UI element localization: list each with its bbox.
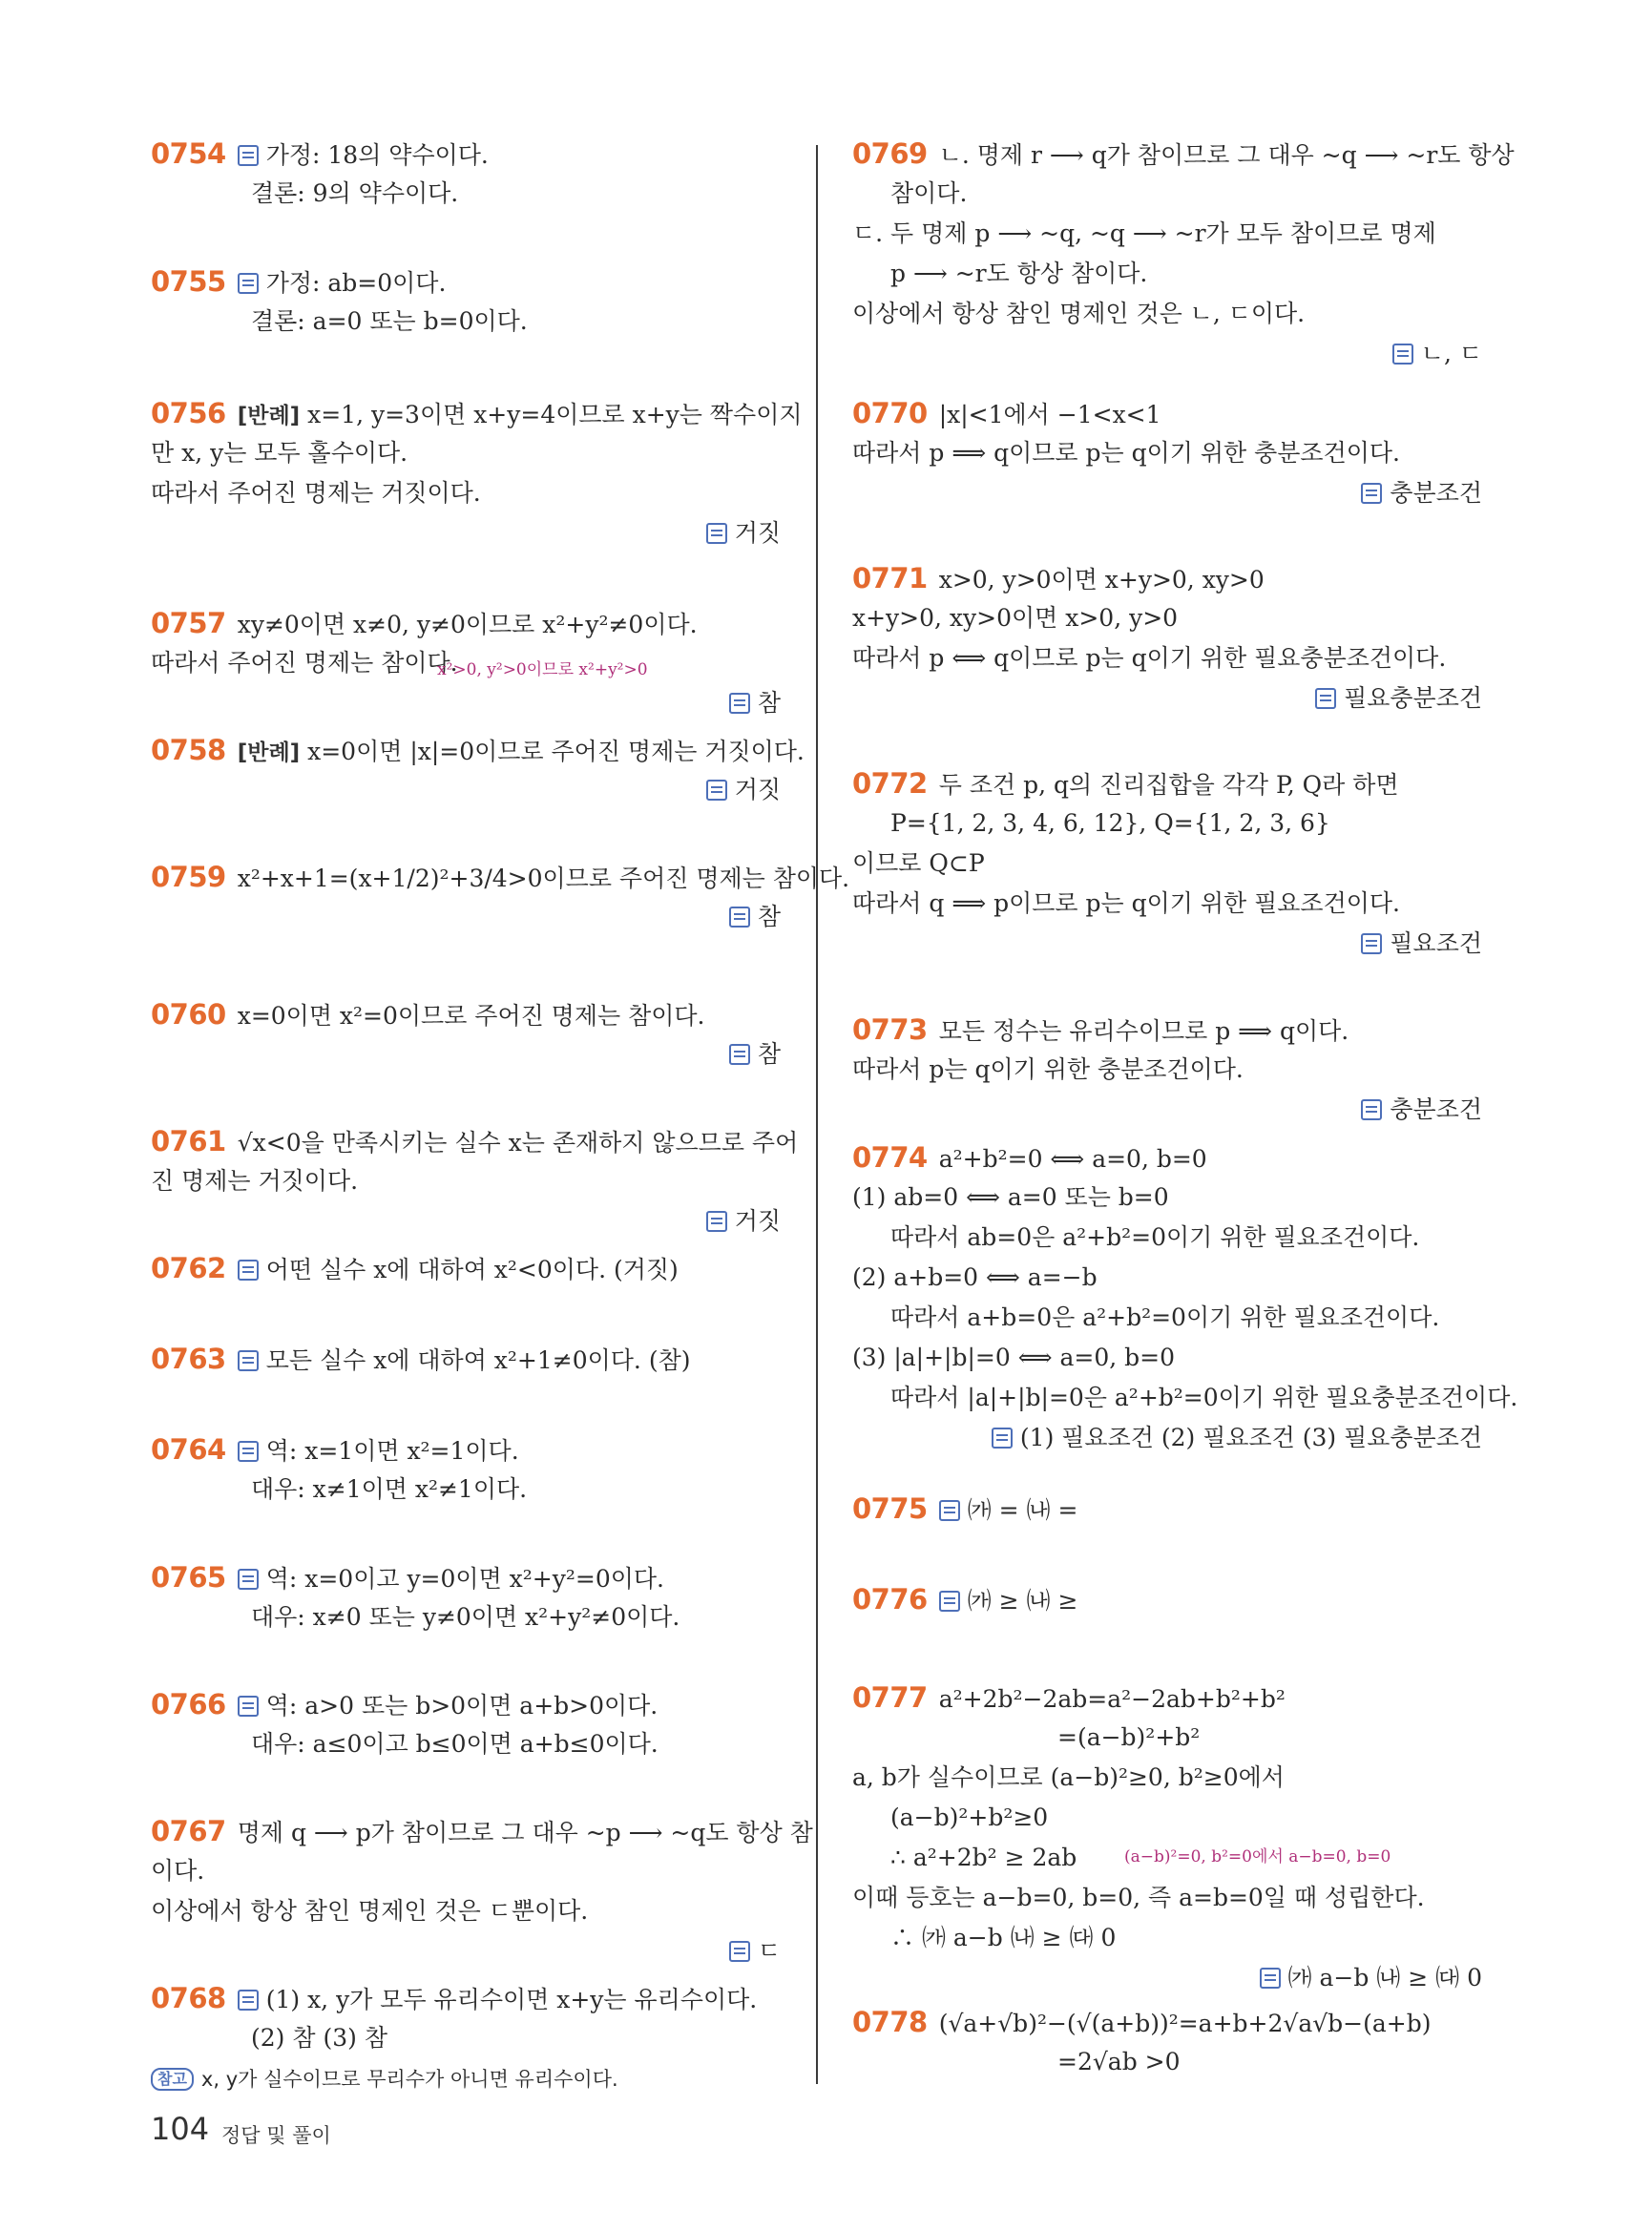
problem-number: 0762: [151, 1252, 226, 1284]
problem-number: 0768: [151, 1982, 226, 2014]
line-text: 만 x, y는 모두 홀수이다.: [151, 439, 408, 467]
problem-0763: [151, 1339, 781, 1379]
final-answer: [852, 924, 1482, 964]
line-text: 어떤 실수 x에 대하여 x²<0이다. (거짓): [265, 1256, 679, 1283]
solution-line: [151, 393, 803, 433]
line-text: 명제 q ⟶ p가 참이므로 그 대우 ~p ⟶ ~q도 항상 참: [237, 1819, 813, 1846]
line-text: 역: a>0 또는 b>0이면 a+b>0이다.: [265, 1692, 659, 1720]
answer-icon: [238, 273, 259, 294]
line-text: 따라서 p는 q이기 위한 충분조건이다.: [852, 1055, 1244, 1083]
solution-line: [852, 1489, 1482, 1529]
problem-number: 0777: [852, 1681, 928, 1714]
problem-number: 0776: [852, 1583, 928, 1616]
line-text: 이상에서 항상 참인 명제인 것은 ㄷ뿐이다.: [151, 1897, 589, 1925]
line-text: x²+x+1=(x+1/2)²+3/4>0이므로 주어진 명제는 참이다.: [237, 865, 850, 892]
solution-line: [852, 638, 1482, 678]
problem-0775: [852, 1489, 1482, 1529]
problem-number: 0772: [852, 767, 928, 800]
final-answer: [151, 897, 781, 937]
solution-line: [852, 1010, 1482, 1050]
line-text: a, b가 실수이므로 (a−b)²≥0, b²≥0에서: [852, 1763, 1285, 1791]
line-text: =2√ab >0: [1057, 2048, 1181, 2075]
answer-text: 거짓: [734, 776, 781, 803]
line-text: =(a−b)²+b²: [1057, 1723, 1201, 1751]
final-answer: [151, 1931, 781, 1971]
answer-icon: [238, 145, 259, 166]
problem-number: 0778: [852, 2006, 928, 2038]
problem-number: 0770: [852, 397, 928, 429]
solution-line: [852, 1579, 1482, 1619]
line-text: 따라서 ab=0은 a²+b²=0이기 위한 필요조건이다.: [890, 1223, 1420, 1251]
answer-icon: [1315, 688, 1336, 709]
solution-line: [151, 1161, 781, 1201]
problem-number: 0767: [151, 1815, 226, 1847]
line-text: 대우: x≠0 또는 y≠0이면 x²+y²≠0이다.: [251, 1603, 680, 1631]
answer-icon: [1361, 1099, 1382, 1120]
problem-0755: [151, 261, 781, 342]
solution-line: [151, 1978, 781, 2018]
line-text: 결론: 9의 약수이다.: [251, 179, 459, 207]
problem-number: 0755: [151, 265, 226, 298]
answer-text: 충분조건: [1390, 1095, 1482, 1123]
solution-line: [852, 1798, 1482, 1838]
answer-icon: [238, 1569, 259, 1590]
problem-0771: [852, 558, 1482, 719]
line-text: P={1, 2, 3, 4, 6, 12}, Q={1, 2, 3, 6}: [890, 809, 1330, 837]
final-answer: [151, 513, 781, 553]
solution-line: [852, 1718, 1482, 1758]
reference-text: x, y가 실수이므로 무리수가 아니면 유리수이다.: [200, 2068, 618, 2091]
answer-text: 참: [757, 903, 781, 930]
annotation: (a−b)²=0, b²=0에서 a−b=0, b=0: [1124, 1847, 1391, 1866]
problem-0757: [151, 603, 781, 723]
answer-icon: [238, 1990, 259, 2011]
solution-line: [852, 393, 1482, 433]
line-text: 따라서 a+b=0은 a²+b²=0이기 위한 필요조건이다.: [890, 1303, 1440, 1331]
answer-text: 참: [757, 1040, 781, 1068]
line-text: 이때 등호는 a−b=0, b=0, 즉 a=b=0일 때 성립한다.: [852, 1884, 1425, 1911]
solution-line: [852, 1338, 1482, 1378]
problem-0759: [151, 857, 850, 937]
line-text: (√a+√b)²−(√(a+b))²=a+b+2√a√b−(a+b): [938, 2010, 1432, 2037]
problem-0768: [151, 1978, 781, 2098]
line-text: |x|<1에서 −1<x<1: [938, 401, 1161, 428]
answer-icon: [1361, 483, 1382, 504]
solution-line: [151, 433, 781, 473]
problem-number: 0758: [151, 734, 226, 766]
final-answer: [852, 473, 1482, 513]
problem-0764: [151, 1429, 781, 1510]
line-text: 이므로 Q⊂P: [852, 849, 985, 877]
solution-line: [852, 1298, 1482, 1338]
line-text: (1) x, y가 모두 유리수이면 x+y는 유리수이다.: [265, 1986, 758, 2013]
solution-line: [852, 1258, 1482, 1298]
answer-icon: [729, 907, 750, 928]
line-text: 역: x=0이고 y=0이면 x²+y²=0이다.: [265, 1565, 664, 1593]
line-text: x=0이면 |x|=0이므로 주어진 명제는 거짓이다.: [307, 738, 805, 765]
solution-line: [852, 598, 1482, 638]
solution-line: [852, 1137, 1482, 1178]
answer-icon: [706, 1211, 727, 1232]
problem-0767: [151, 1811, 813, 1971]
column-divider: [816, 145, 818, 2084]
answer-icon: [238, 1441, 259, 1462]
final-answer: [151, 1034, 781, 1074]
answer-icon: [238, 1260, 259, 1281]
line-text: 모든 정수는 유리수이므로 p ⟹ q이다.: [938, 1017, 1349, 1045]
line-text: 대우: a≤0이고 b≤0이면 a+b≤0이다.: [251, 1730, 659, 1758]
line-text: 따라서 주어진 명제는 거짓이다.: [151, 479, 481, 507]
solution-line: [151, 1684, 781, 1724]
line-text: x=0이면 x²=0이므로 주어진 명제는 참이다.: [237, 1002, 705, 1030]
reference-badge: 참고: [151, 2068, 194, 2091]
solution-line: [151, 302, 781, 342]
problem-0776: [852, 1579, 1482, 1619]
line-text: ㈎ ≥ ㈏ ≥: [967, 1587, 1078, 1615]
answer-icon: [238, 1696, 259, 1717]
line-text: 참이다.: [890, 179, 968, 207]
solution-line: [151, 857, 850, 897]
final-answer: [852, 678, 1482, 719]
solution-line: [151, 1557, 781, 1597]
line-text: xy≠0이면 x≠0, y≠0이므로 x²+y²≠0이다.: [237, 611, 698, 638]
line-text: 대우: x≠1이면 x²≠1이다.: [251, 1475, 528, 1503]
problem-number: 0769: [852, 137, 928, 170]
line-text: (1) ab=0 ⟺ a=0 또는 b=0: [852, 1183, 1169, 1211]
problem-0761: [151, 1121, 799, 1241]
line-text: ㈎ = ㈏ =: [967, 1496, 1078, 1524]
solution-line: [151, 1724, 781, 1764]
problem-number: 0763: [151, 1343, 226, 1375]
solution-line: [852, 174, 1482, 214]
problem-number: 0766: [151, 1688, 226, 1720]
answer-text: ㄷ: [757, 1937, 781, 1965]
solution-line: [151, 1339, 781, 1379]
line-text: 따라서 q ⟹ p이므로 p는 q이기 위한 필요조건이다.: [852, 889, 1400, 917]
line-text: ∴ ㈎ a−b ㈏ ≥ ㈐ 0: [890, 1924, 1117, 1951]
line-text: 따라서 주어진 명제는 참이다.: [151, 649, 458, 677]
answer-text: 필요충분조건: [1344, 684, 1482, 712]
solution-line: [852, 1378, 1518, 1418]
problem-0765: [151, 1557, 781, 1637]
solution-line: [151, 2018, 781, 2058]
problem-0754: [151, 134, 781, 214]
solution-line: [852, 844, 1482, 884]
answer-text: ㈎ a−b ㈏ ≥ ㈐ 0: [1287, 1964, 1482, 1991]
answer-text: (1) 필요조건 (2) 필요조건 (3) 필요충분조건: [1019, 1424, 1482, 1451]
problem-number: 0754: [151, 137, 226, 170]
solution-line: [852, 214, 1482, 254]
solution-line: [852, 1918, 1482, 1958]
solution-line: [852, 134, 1515, 174]
line-text: x>0, y>0이면 x+y>0, xy>0: [938, 566, 1265, 594]
answer-text: 거짓: [734, 519, 781, 547]
solution-line: [151, 261, 781, 302]
counterexample-tag: [반례]: [237, 404, 301, 428]
solution-line: [151, 994, 781, 1034]
problem-0772: [852, 763, 1482, 964]
line-text: 두 조건 p, q의 진리집합을 각각 P, Q라 하면: [938, 771, 1399, 799]
problem-number: 0773: [852, 1013, 928, 1046]
line-text: 결론: a=0 또는 b=0이다.: [251, 307, 528, 335]
final-answer: [852, 334, 1482, 374]
solution-line: [852, 558, 1482, 598]
final-answer: [151, 1201, 781, 1241]
problem-0758: [151, 730, 805, 810]
line-text: 따라서 p ⟹ q이므로 p는 q이기 위한 충분조건이다.: [852, 439, 1400, 467]
problem-number: 0757: [151, 607, 226, 639]
problem-0770: [852, 393, 1482, 513]
line-text: 진 명제는 거짓이다.: [151, 1167, 359, 1195]
solution-line: [151, 603, 781, 643]
solution-line: [151, 1811, 813, 1851]
answer-icon: [729, 693, 750, 714]
final-answer: [151, 683, 781, 723]
solution-line: [151, 134, 781, 174]
reference-note: [151, 2058, 781, 2098]
line-text: p ⟶ ~r도 항상 참이다.: [890, 260, 1148, 287]
solution-line: [151, 1597, 781, 1637]
answer-icon: [992, 1428, 1013, 1449]
problem-number: 0775: [852, 1492, 928, 1525]
line-text: 가정: 18의 약수이다.: [265, 141, 489, 169]
answer-icon: [238, 1350, 259, 1371]
solution-line: [151, 730, 805, 770]
page-number: 104: [151, 2111, 210, 2147]
line-text: 따라서 |a|+|b|=0은 a²+b²=0이기 위한 필요충분조건이다.: [890, 1384, 1518, 1411]
line-text: ㄷ. 두 명제 p ⟶ ~q, ~q ⟶ ~r가 모두 참이므로 명제: [852, 219, 1436, 247]
line-text: (3) |a|+|b|=0 ⟺ a=0, b=0: [852, 1344, 1176, 1371]
solution-line: [151, 1429, 781, 1470]
line-text: 모든 실수 x에 대하여 x²+1≠0이다. (참): [265, 1346, 691, 1374]
answer-icon: [706, 523, 727, 544]
solution-line: [852, 2002, 1482, 2042]
problem-0769: [852, 134, 1515, 374]
problem-0778: [852, 2002, 1482, 2082]
solution-line: [151, 473, 781, 513]
solution-line: [151, 1470, 781, 1510]
problem-number: 0771: [852, 562, 928, 594]
solution-line: [852, 1758, 1482, 1798]
final-answer: [151, 770, 781, 810]
counterexample-tag: [반례]: [237, 740, 301, 765]
solution-line: [151, 1891, 781, 1931]
problem-0756: [151, 393, 803, 553]
line-text: a²+b²=0 ⟺ a=0, b=0: [938, 1145, 1207, 1173]
answer-icon: [729, 1941, 750, 1962]
answer-text: 충분조건: [1390, 479, 1482, 507]
answer-text: 필요조건: [1390, 929, 1482, 957]
final-answer: [852, 1090, 1482, 1130]
problem-0777: [852, 1678, 1482, 1998]
solution-line: [151, 1248, 781, 1288]
problem-number: 0774: [852, 1141, 928, 1174]
answer-text: 거짓: [734, 1207, 781, 1235]
line-text: ∴ a²+2b² ≥ 2ab: [890, 1844, 1077, 1871]
line-text: 가정: ab=0이다.: [265, 269, 447, 297]
final-answer: [852, 1958, 1482, 1998]
solution-line: [852, 884, 1482, 924]
line-text: ㄴ. 명제 r ⟶ q가 참이므로 그 대우 ~q ⟶ ~r도 항상: [938, 141, 1515, 169]
problem-number: 0760: [151, 998, 226, 1031]
solution-line: [852, 433, 1482, 473]
annotation: x²>0, y²>0이므로 x²+y²>0: [437, 660, 648, 679]
solution-line: [151, 174, 781, 214]
line-text: 따라서 p ⟺ q이므로 p는 q이기 위한 필요충분조건이다.: [852, 644, 1447, 672]
solution-line: [852, 1218, 1482, 1258]
answer-icon: [1361, 933, 1382, 954]
solution-line: [852, 1050, 1482, 1090]
line-text: √x<0을 만족시키는 실수 x는 존재하지 않으므로 주어: [237, 1129, 799, 1157]
solution-line: [852, 1878, 1482, 1918]
solution-line: [852, 763, 1482, 803]
solution-line: [151, 1121, 799, 1161]
solution-line: [852, 1178, 1482, 1218]
problem-0766: [151, 1684, 781, 1764]
final-answer: [852, 1418, 1482, 1458]
line-text: x+y>0, xy>0이면 x>0, y>0: [852, 604, 1179, 632]
solution-line: [852, 1678, 1482, 1718]
problem-number: 0761: [151, 1125, 226, 1157]
answer-text: 참: [757, 689, 781, 717]
problem-number: 0764: [151, 1433, 226, 1466]
line-text: x=1, y=3이면 x+y=4이므로 x+y는 짝수이지: [307, 401, 803, 428]
problem-number: 0759: [151, 861, 226, 893]
problem-0760: [151, 994, 781, 1074]
solution-line: [151, 1851, 781, 1891]
answer-icon: [1260, 1968, 1281, 1989]
line-text: 이다.: [151, 1857, 205, 1885]
line-text: a²+2b²−2ab=a²−2ab+b²+b²: [938, 1685, 1286, 1713]
answer-icon: [939, 1591, 960, 1612]
line-text: 이상에서 항상 참인 명제인 것은 ㄴ, ㄷ이다.: [852, 300, 1306, 327]
answer-icon: [1392, 344, 1413, 365]
line-text: (2) 참 (3) 참: [251, 2024, 387, 2052]
line-text: (2) a+b=0 ⟺ a=−b: [852, 1263, 1098, 1291]
solution-line: [852, 254, 1482, 294]
solution-line: [852, 2042, 1482, 2082]
line-text: 역: x=1이면 x²=1이다.: [265, 1437, 519, 1465]
answer-icon: [729, 1044, 750, 1065]
problem-0774: [852, 1137, 1518, 1458]
solution-line: [852, 803, 1482, 844]
problem-number: 0765: [151, 1561, 226, 1594]
line-text: (a−b)²+b²≥0: [890, 1804, 1049, 1831]
footer-title: 정답 및 풀이: [221, 2124, 331, 2147]
solution-line: [852, 294, 1482, 334]
problem-number: 0756: [151, 397, 226, 429]
answer-icon: [706, 780, 727, 801]
answer-text: ㄴ, ㄷ: [1420, 340, 1482, 367]
problem-0762: [151, 1248, 781, 1288]
problem-0773: [852, 1010, 1482, 1130]
answer-icon: [939, 1500, 960, 1521]
